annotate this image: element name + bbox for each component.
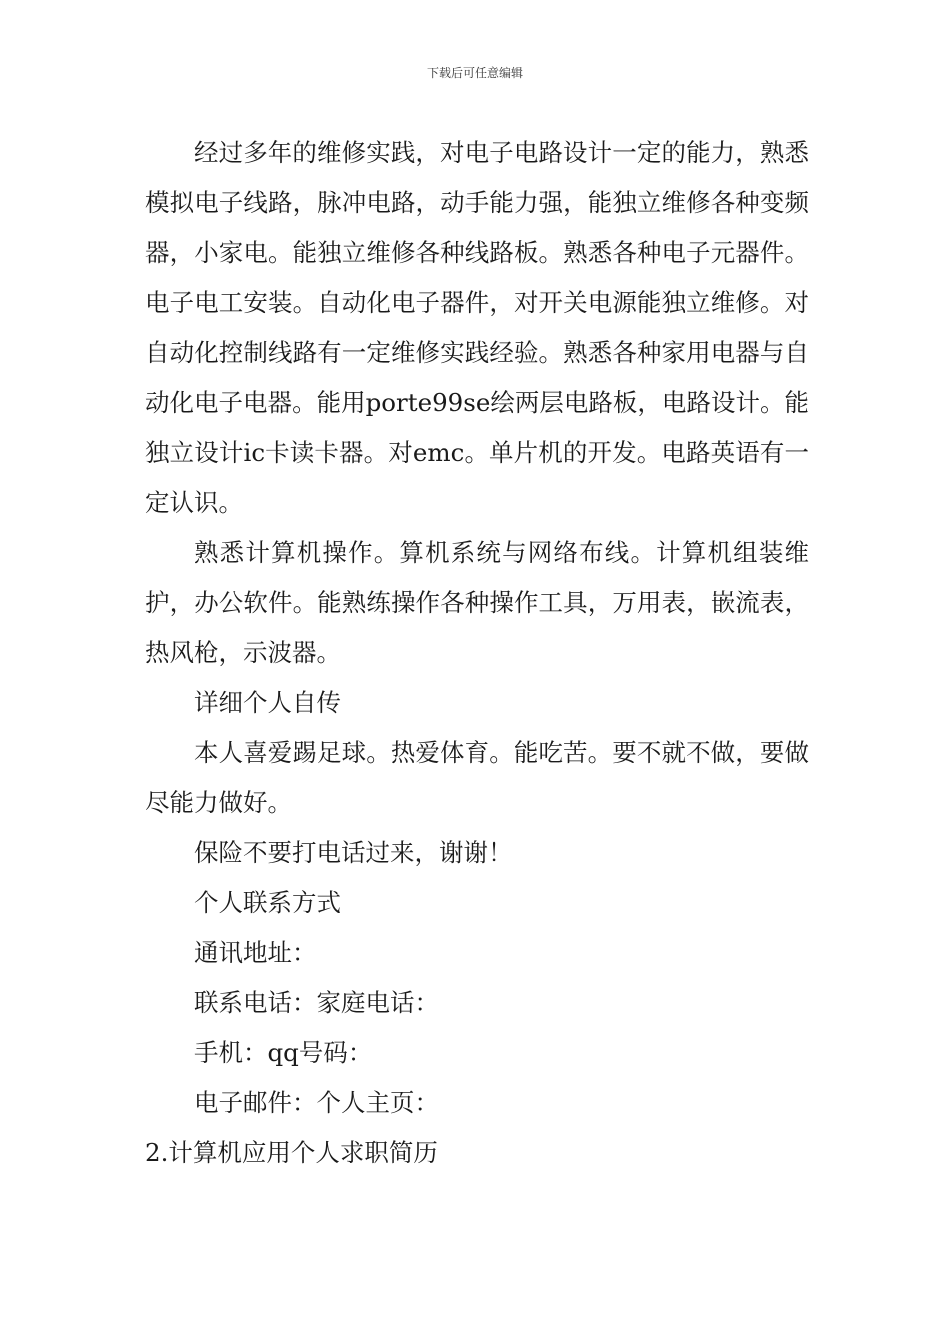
paragraph-mobile-qq: 手机：qq号码：: [194, 1038, 373, 1067]
paragraph-insurance-note: 保险不要打电话过来，谢谢！: [194, 838, 513, 867]
paragraph-computer-skills: 熟悉计算机操作。算机系统与网络布线。计算机组装维护，办公软件。能熟练操作各种操作工具，万用表，嵌流表，热风枪，示波器。: [145, 538, 809, 667]
page-header-note: 下载后可任意编辑: [426, 66, 523, 80]
paragraph-autobiography-title: 详细个人自传: [194, 688, 341, 717]
paragraph-repair-experience: 经过多年的维修实践，对电子电路设计一定的能力，熟悉模拟电子线路，脉冲电路，动手能力强，能独立维修各种变频器，小家电。能独立维修各种线路板。熟悉各种电子元器件。电子电工安装。自动化电子器件，对开关电源能独立维修。对自动化控制线路有一定维修实践经验。熟悉各种家用电器与自动化电子电器。能用porte99se绘两层电路板，电路设计。能独立设计ic卡读卡器。对emc。单片机的开发。电路英语有一定认识。: [145, 138, 809, 517]
paragraph-email-homepage: 电子邮件：个人主页：: [194, 1088, 439, 1117]
paragraph-contact-title: 个人联系方式: [194, 888, 341, 917]
paragraph-mailing-address: 通讯地址：: [194, 938, 317, 967]
document-body: [145, 128, 809, 1178]
paragraph-phone: 联系电话：家庭电话：: [194, 988, 439, 1017]
paragraph-autobiography: 本人喜爱踢足球。热爱体育。能吃苦。要不就不做，要做尽能力做好。: [145, 738, 809, 817]
section-heading: 2.计算机应用个人求职简历: [145, 1138, 438, 1167]
